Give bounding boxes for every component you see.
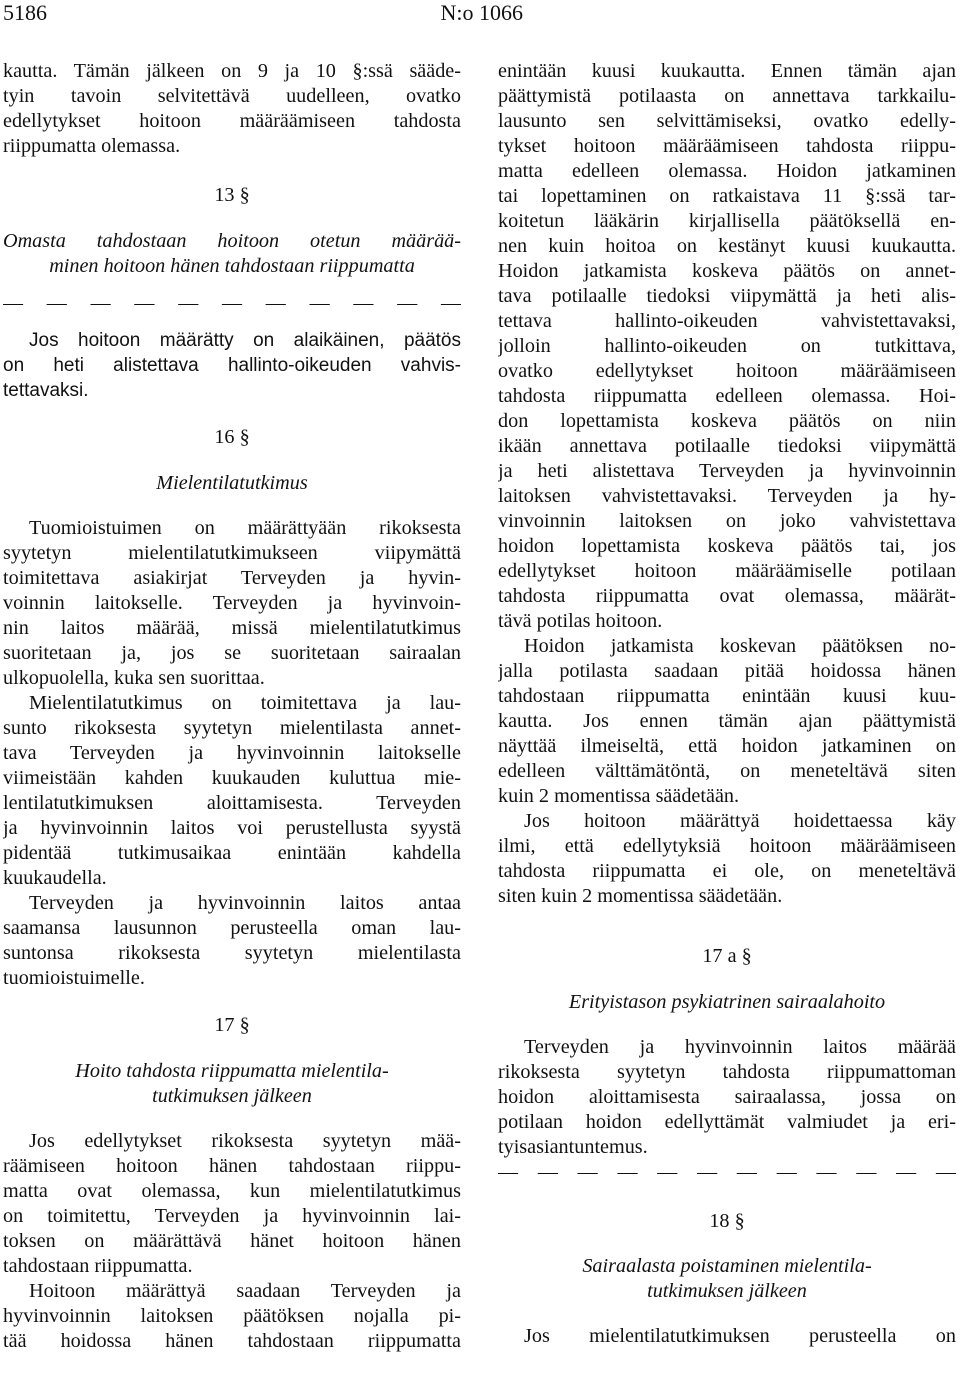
omission-marker: — — — — — — — — — — — —	[498, 1161, 956, 1183]
text-line: toimitettava asiakirjat Terveyden ja hyvin-	[3, 567, 461, 589]
text-line: tyisasiantuntemus.	[498, 1136, 648, 1158]
section-17-title: tutkimuksen jälkeen	[152, 1085, 312, 1107]
text-line: kautta. Jos ennen tämän ajan päättymistä	[498, 710, 956, 732]
text-line: Hoidon jatkamista koskevan päätöksen no-	[524, 635, 956, 657]
text-line: tettava hallinto-oikeuden vahvistettavaksi,	[498, 310, 956, 332]
text-line: syytetyn mielentilatutkimukseen viipymättä	[3, 542, 461, 564]
paragraph-continuation	[498, 59, 956, 634]
text-line: lentilatutkimuksen aloittamisesta. Terveyden	[3, 792, 461, 814]
text-line: siten kuin 2 momentissa säädetään.	[498, 885, 783, 907]
left-column	[3, 59, 461, 1354]
section-18-paragraph	[498, 1324, 956, 1349]
text-line: suoritetaan ja, jos se suoritetaan sairaalan	[3, 642, 461, 664]
text-line: hyvinvoinnin laitoksen päätöksen nojalla pi-	[3, 1305, 461, 1327]
text-line: tuomioistuimelle.	[3, 967, 145, 989]
text-line: Terveyden ja hyvinvoinnin laitos antaa	[29, 892, 461, 914]
section-17a-number: 17 a §	[702, 945, 752, 967]
paragraph	[498, 634, 956, 809]
text-line: Jos hoitoon määrättyä hoidettaessa käy	[524, 810, 956, 832]
text-line: räämiseen hoitoon hänen tahdostaan riippu-	[3, 1155, 461, 1177]
section-13-title: Omasta tahdostaan hoitoon otetun määrää-	[3, 230, 461, 252]
text-line: Jos mielentilatutkimuksen perusteella on	[524, 1325, 956, 1347]
text-line: matta edelleen olemassa. Hoidon jatkaminen	[498, 160, 956, 182]
text-line: tävä potilas hoitoon.	[498, 610, 663, 632]
text-line: Terveyden ja hyvinvoinnin laitos määrää	[524, 1036, 956, 1058]
text-line: rikoksesta syytetyn tahdosta riippumattoman	[498, 1061, 956, 1083]
right-column	[498, 59, 956, 1349]
text-line: tyin tavoin selvitettävä uudelleen, ovatko	[3, 85, 461, 107]
text-line: edellytykset hoitoon määräämiselle potilaan	[498, 560, 956, 582]
text-line: hoidon aloittamisesta sairaalassa, jossa on	[498, 1086, 956, 1108]
text-line: Jos edellytykset rikoksesta syytetyn mää-	[29, 1130, 461, 1152]
text-line: vinvoinnin laitoksen on joko vahvistettava	[498, 510, 956, 532]
text-line: jalla potilasta saadaan pitää hoidossa hänen	[498, 660, 956, 682]
page-header	[3, 0, 523, 26]
text-line: toksen on määrättävä hänet hoitoon hänen	[3, 1230, 461, 1252]
text-line: suntonsa rikoksesta syytetyn mielentilasta	[3, 942, 461, 964]
text-line: ikään annettava potilaalle tiedoksi viipymättä	[498, 435, 956, 457]
text-line: tahdosta riippumatta ei ole, on meneteltävä	[498, 860, 956, 882]
section-16-paragraph	[3, 691, 461, 891]
text-line: tahdosta riippumatta ovat olemassa, määrät-	[498, 585, 956, 607]
text-line: tykset hoitoon määräämiseen tahdosta riippu-	[498, 135, 956, 157]
text-line: Hoidon jatkamista koskeva päätös on annet-	[498, 260, 956, 282]
text-line: näyttää ilmeiseltä, että hoidon jatkaminen on	[498, 735, 956, 757]
text-line: ilmi, että edellytyksiä hoitoon määräämiseen	[498, 835, 956, 857]
text-line: nen kuin hoitoa on kestänyt kuusi kuukautta.	[498, 235, 956, 257]
text-line: Mielentilatutkimus on toimitettava ja lau-	[29, 692, 461, 714]
text-line: ja heti alistettava Terveyden ja hyvinvoinnin	[498, 460, 956, 482]
text-line: saamansa lausunnon perusteella oman lau-	[3, 917, 461, 939]
text-line: matta ovat olemassa, kun mielentilatutkimus	[3, 1180, 461, 1202]
section-17-paragraph	[3, 1129, 461, 1279]
text-line: tahdostaan riippumatta enintään kuusi kuu-	[498, 685, 956, 707]
section-13-number: 13 §	[214, 184, 250, 206]
text-line: riippumatta olemassa.	[3, 135, 181, 157]
text-line: lausunto sen selvittämiseksi, ovatko edelly-	[498, 110, 956, 132]
text-line: viimeistään kahden kuukauden kuluttua mie-	[3, 767, 461, 789]
section-16-paragraph	[3, 891, 461, 991]
text-line: ovatko edellytykset hoitoon määräämiseen	[498, 360, 956, 382]
text-line: Tuomioistuimen on määrättyään rikoksesta	[29, 517, 461, 539]
section-13-title: minen hoitoon hänen tahdostaan riippumatta	[49, 255, 415, 277]
section-17-title: Hoito tahdosta riippumatta mielentila-	[75, 1060, 389, 1082]
text-line: kautta. Tämän jälkeen on 9 ja 10 §:ssä sääde-	[3, 60, 461, 82]
text-line: tai lopettaminen on ratkaistava 11 §:ssä tar-	[498, 185, 956, 207]
text-line: tahdostaan riippumatta.	[3, 1255, 193, 1277]
text-line: jolloin hallinto-oikeuden on tutkittava,	[498, 335, 956, 357]
section-17a-paragraph	[498, 1035, 956, 1160]
text-line: voinnin laitokselle. Terveyden ja hyvinvoin-	[3, 592, 461, 614]
text-line: laitoksen vahvistettavaksi. Terveyden ja hy-	[498, 485, 956, 507]
text-line: kuukaudella.	[3, 867, 107, 889]
section-17a-title: Erityistason psykiatrinen sairaalahoito	[568, 991, 886, 1013]
section-17-paragraph	[3, 1279, 461, 1354]
text-line: koitetun lääkärin kirjallisella päätöksellä en-	[498, 210, 956, 232]
text-line: on heti alistettava hallinto-oikeuden vahvis-	[3, 355, 461, 376]
text-line: tää hoidossa hänen tahdostaan riippumatta	[3, 1330, 461, 1352]
section-18-number: 18 §	[709, 1210, 745, 1232]
text-line: tava potilaalle tiedoksi viipymättä ja heti alis-	[498, 285, 956, 307]
paragraph-continuation	[3, 59, 461, 159]
paragraph	[498, 809, 956, 909]
section-16-paragraph	[3, 516, 461, 691]
omission-marker: — — — — — — — — — — —	[3, 292, 461, 314]
text-line: pidentää tutkimusaikaa enintään kahdella	[3, 842, 461, 864]
section-17-number: 17 §	[214, 1014, 250, 1036]
text-line: nin laitos määrää, missä mielentilatutkimus	[3, 617, 461, 639]
section-18-title: tutkimuksen jälkeen	[647, 1280, 807, 1302]
text-line: Jos hoitoon määrätty on alaikäinen, päätös	[29, 330, 461, 351]
text-line: sunto rikoksesta syytetyn mielentilasta annet-	[3, 717, 461, 739]
text-line: kuin 2 momentissa säädetään.	[498, 785, 740, 807]
text-line: on toimitettu, Terveyden ja hyvinvoinnin lai-	[3, 1205, 461, 1227]
text-line: don lopettamista koskeva päätös on niin	[498, 410, 956, 432]
text-line: ulkopuolella, kuka sen suorittaa.	[3, 667, 265, 689]
text-line: potilaan hoidon edellyttämät valmiudet ja eri-	[498, 1111, 956, 1133]
text-line: edellytykset hoitoon määräämiseen tahdosta	[3, 110, 461, 132]
text-line: tava Terveyden ja hyvinvoinnin laitokselle	[3, 742, 461, 764]
text-line: ja hyvinvoinnin laitos voi perustellusta syystä	[3, 817, 461, 839]
text-line: tahdosta riippumatta edelleen olemassa. Hoi-	[498, 385, 956, 407]
issue-number: N:o 1066	[440, 0, 523, 25]
text-line: edelleen välttämätöntä, on meneteltävä siten	[498, 760, 956, 782]
text-line: Hoitoon määrättyä saadaan Terveyden ja	[29, 1280, 461, 1302]
section-16-title: Mielentilatutkimus	[156, 472, 308, 494]
text-line: päättymistä potilaasta on annettava tarkkailu-	[498, 85, 956, 107]
text-line: tettavaksi.	[3, 380, 89, 401]
text-line: hoidon lopettamista koskeva päätös tai, jos	[498, 535, 956, 557]
section-13-paragraph	[3, 328, 461, 403]
section-18-title: Sairaalasta poistaminen mielentila-	[582, 1255, 872, 1277]
section-16-number: 16 §	[214, 426, 250, 448]
page-number: 5186	[3, 0, 47, 25]
text-line: enintään kuusi kuukautta. Ennen tämän ajan	[498, 60, 956, 82]
